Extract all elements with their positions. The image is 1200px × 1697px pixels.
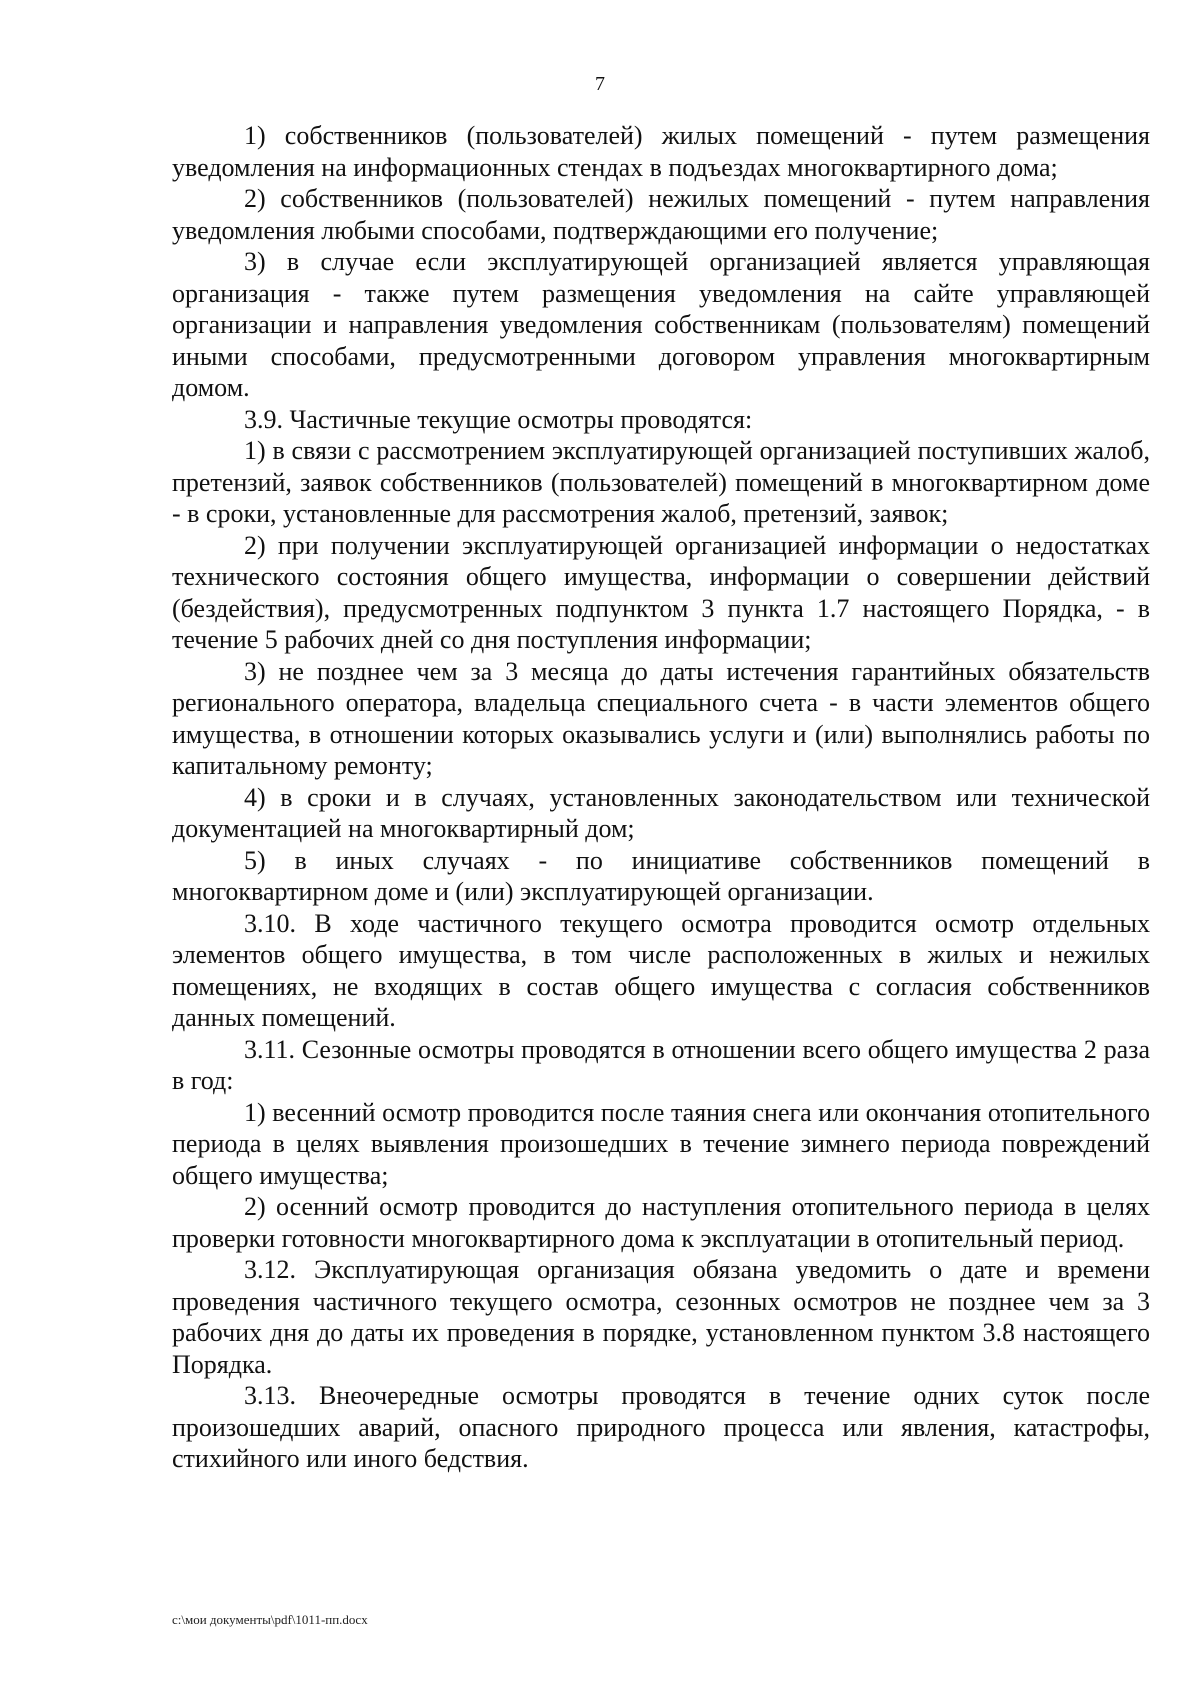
footer-file-path: c:\мои документы\pdf\1011-пп.docx xyxy=(172,1612,368,1627)
paragraph: 1) в связи с рассмотрением эксплуатирующей организацией поступивших жалоб, претензий, заявок собственников (пользователей) помещений в многоквартирном доме - в сроки, установленные для рассмотрения жалоб, претензий, заявок; xyxy=(172,436,1150,528)
paragraph: 3.12. Эксплуатирующая организация обязана уведомить о дате и времени проведения частичного текущего осмотра, сезонных осмотров не позднее чем за 3 рабочих дня до даты их проведения в порядке, установленном пунктом 3.8 настоящего Порядка. xyxy=(172,1255,1150,1379)
paragraph: 3.9. Частичные текущие осмотры проводятся: xyxy=(244,404,753,434)
paragraph: 3) не позднее чем за 3 месяца до даты истечения гарантийных обязательств регионального оператора, владельца специального счета - в части элементов общего имущества, в отношении которых оказывались услуги и (или) выполнялись работы по капитальному ремонту; xyxy=(172,656,1150,780)
paragraph: 1) весенний осмотр проводится после таяния снега или окончания отопительного периода в целях выявления произошедших в течение зимнего периода повреждений общего имущества; xyxy=(172,1097,1150,1190)
paragraph: 2) собственников (пользователей) нежилых помещений - путем направления уведомления любыми способами, подтверждающими его получение; xyxy=(172,184,1150,245)
paragraph: 1) собственников (пользователей) жилых помещений - путем размещения уведомления на информационных стендах в подъездах многоквартирного дома; xyxy=(172,121,1150,182)
paragraph: 2) осенний осмотр проводится до наступления отопительного периода в целях проверки готовности многоквартирного дома к эксплуатации в отопительный период. xyxy=(172,1192,1150,1253)
paragraph: 3.10. В ходе частичного текущего осмотра проводится осмотр отдельных элементов общего имущества, в том числе расположенных в жилых и нежилых помещениях, не входящих в состав общего имущества с согласия собственников данных помещений. xyxy=(172,908,1150,1032)
paragraph: 2) при получении эксплуатирующей организацией информации о недостатках технического состояния общего имущества, информации о совершении действий (бездействия), предусмотренных подпунктом 3 пункта 1.7 настоящего Порядка, - в течение 5 рабочих дней со дня поступления информации; xyxy=(172,530,1150,654)
paragraph: 3.13. Внеочередные осмотры проводятся в течение одних суток после произошедших аварий, опасного природного процесса или явления, катастрофы, стихийного или иного бедствия. xyxy=(172,1381,1150,1473)
paragraph: 5) в иных случаях - по инициативе собственников помещений в многоквартирном доме и (или) эксплуатирующей организации. xyxy=(172,845,1150,906)
paragraph: 3.11. Сезонные осмотры проводятся в отношении всего общего имущества 2 раза в год: xyxy=(172,1034,1150,1095)
page-number: 7 xyxy=(595,73,605,95)
paragraph: 3) в случае если эксплуатирующей организацией является управляющая организация - также путем размещения уведомления на сайте управляющей организации и направления уведомления собственникам (пользователям) помещений иными способами, предусмотренными договором управления многоквартирным домом. xyxy=(172,247,1150,402)
paragraph: 4) в сроки и в случаях, установленных законодательством или технической документацией на многоквартирный дом; xyxy=(172,782,1150,843)
document-body xyxy=(172,120,1150,1475)
